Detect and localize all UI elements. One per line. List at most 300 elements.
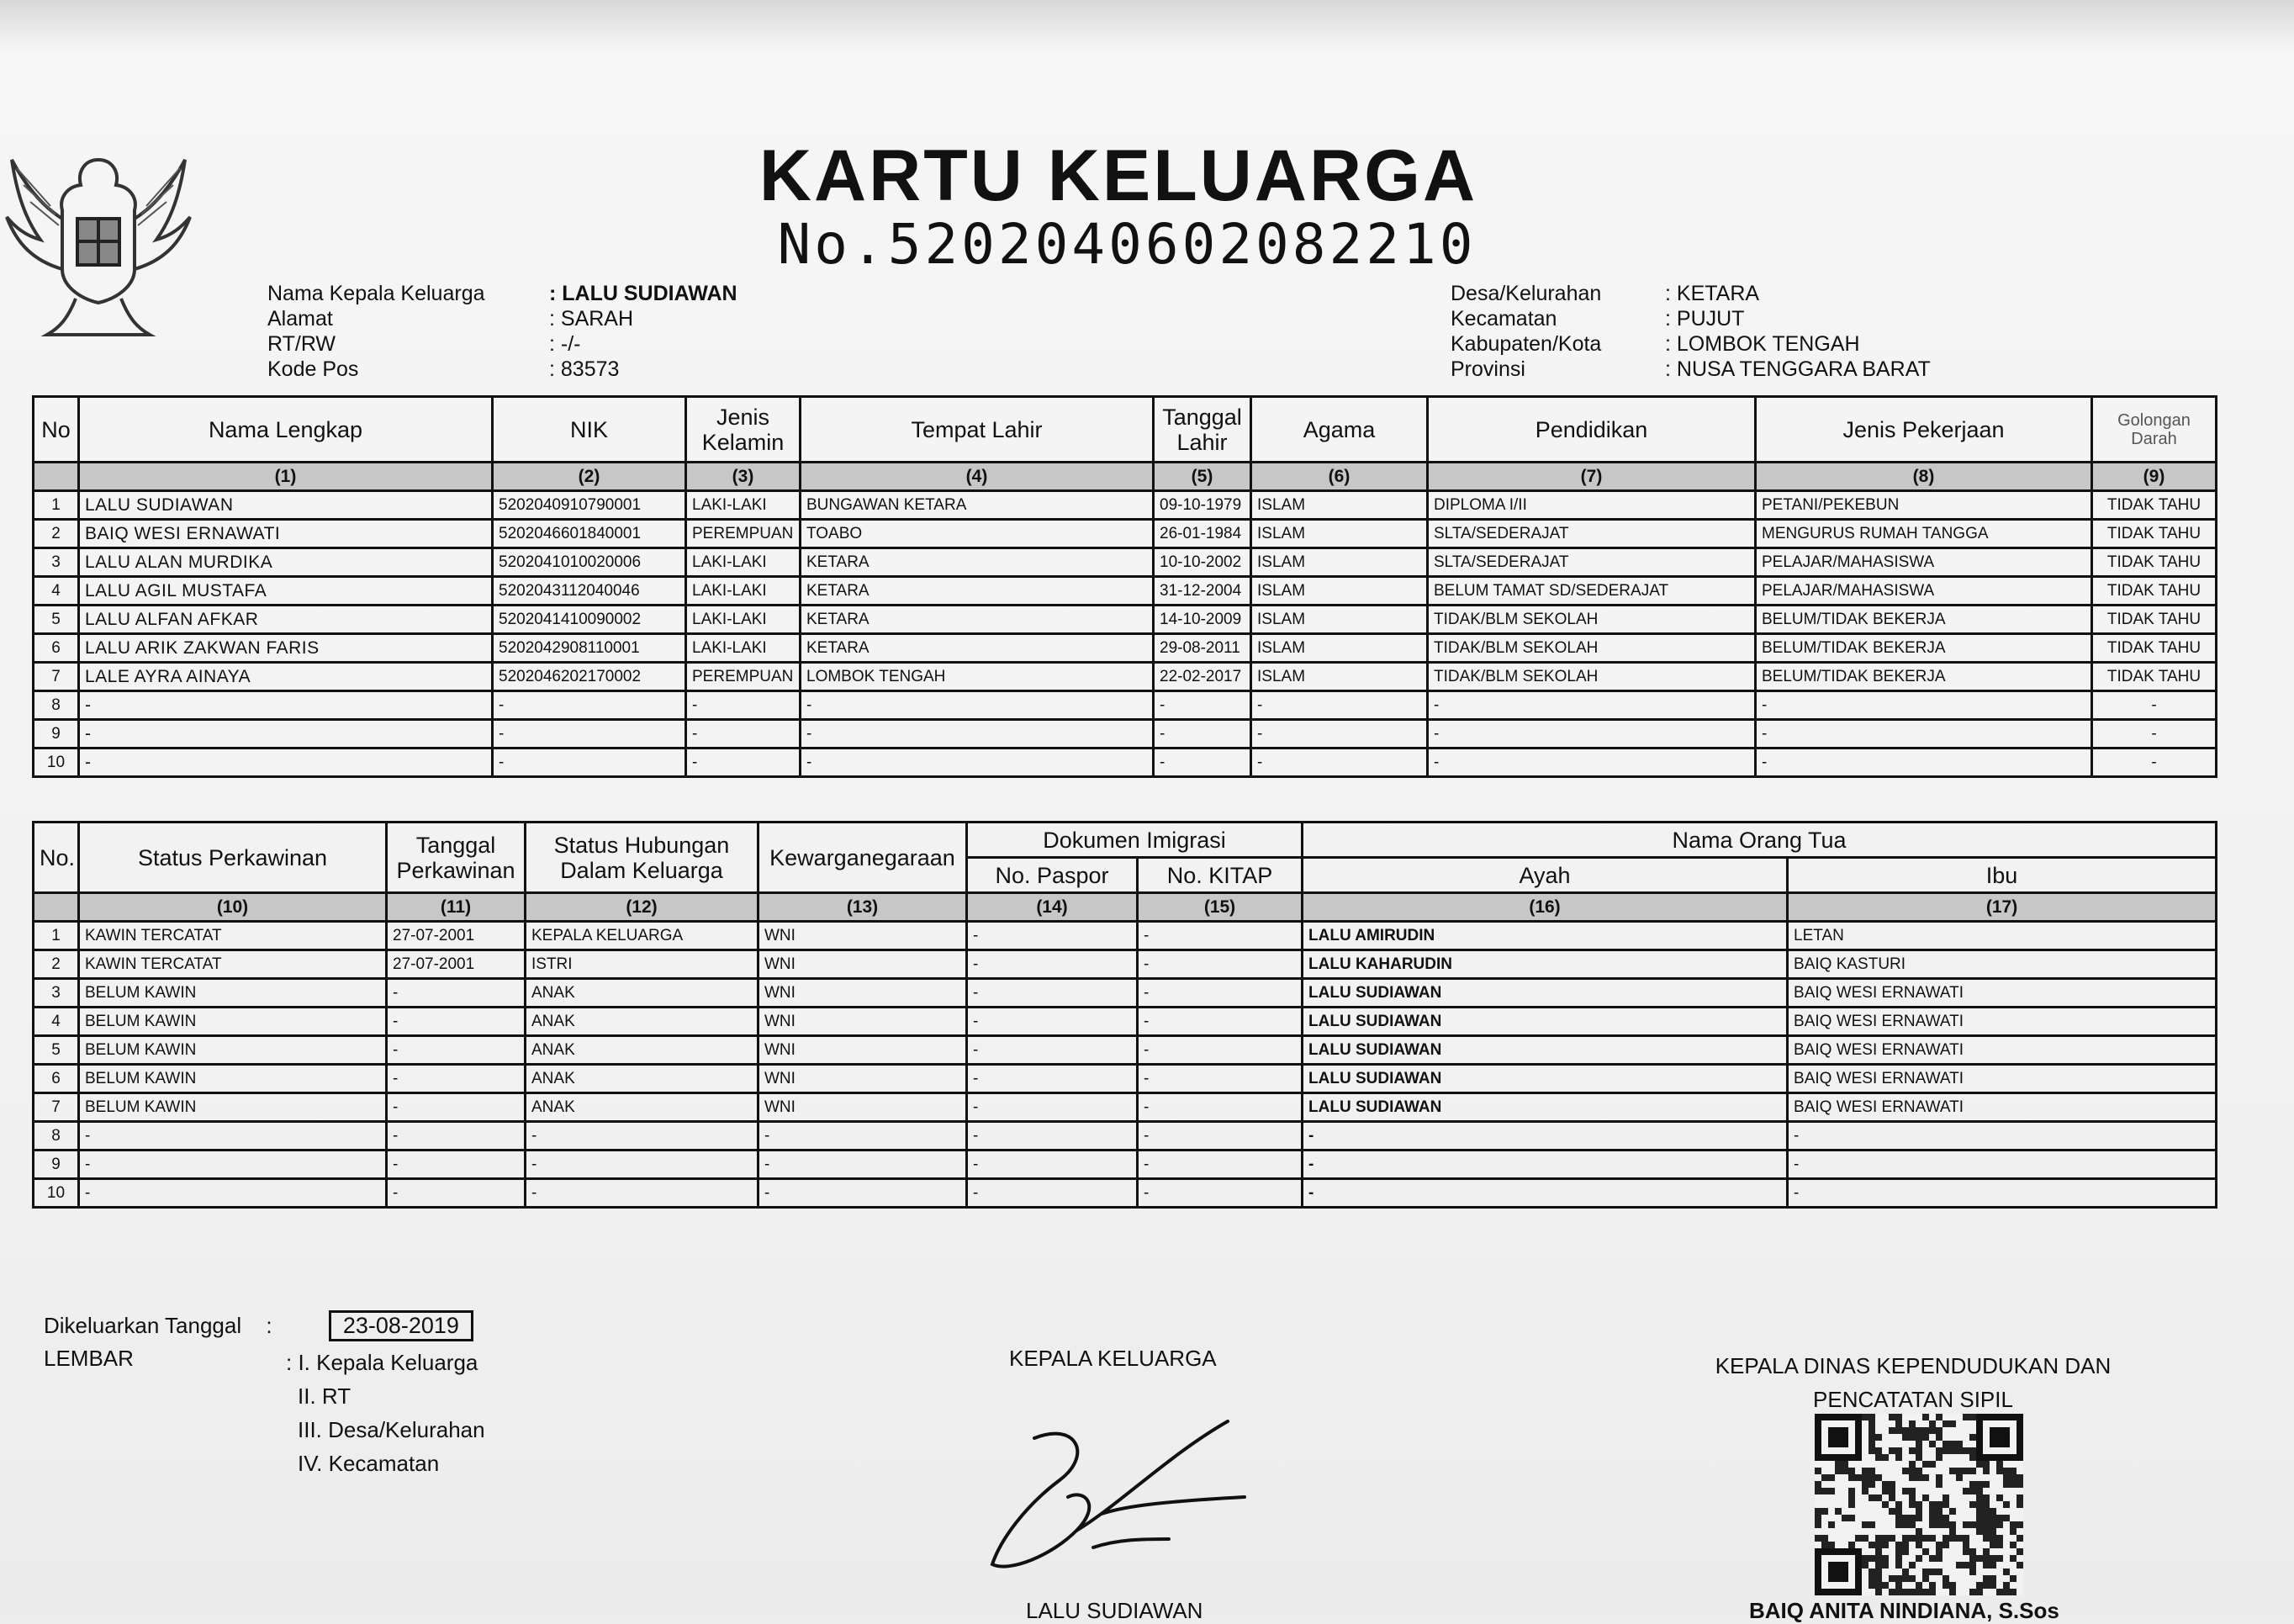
table-cell: WNI xyxy=(758,950,967,979)
table-cell: - xyxy=(1428,720,1756,749)
table-cell: - xyxy=(1154,691,1251,720)
column-index: (6) xyxy=(1251,463,1428,491)
column-index: (12) xyxy=(526,893,758,922)
family-members-body xyxy=(34,463,2217,777)
column-header: No. xyxy=(34,823,79,893)
column-header: Jenis Pekerjaan xyxy=(1756,397,2092,463)
table-cell: - xyxy=(1788,1151,2217,1179)
table-cell: - xyxy=(967,1122,1138,1151)
table-cell: - xyxy=(758,1122,967,1151)
table-cell: - xyxy=(79,1122,387,1151)
table-cell: 5202041010020006 xyxy=(493,548,686,577)
column-header: Nama Lengkap xyxy=(79,397,493,463)
table-cell: BAIQ WESI ERNAWATI xyxy=(1788,1093,2217,1122)
table-cell: LALU SUDIAWAN xyxy=(1303,1065,1788,1093)
table-cell: - xyxy=(1251,691,1428,720)
column-index: (16) xyxy=(1303,893,1788,922)
table-cell: SLTA/SEDERAJAT xyxy=(1428,548,1756,577)
table-cell: - xyxy=(1138,922,1303,950)
table-cell: 8 xyxy=(34,1122,79,1151)
table-cell: BAIQ WESI ERNAWATI xyxy=(1788,1065,2217,1093)
table-cell: ISLAM xyxy=(1251,491,1428,520)
table-cell: - xyxy=(801,691,1154,720)
header-row xyxy=(1451,281,1931,306)
table-cell: - xyxy=(1138,1008,1303,1036)
table-cell: ISLAM xyxy=(1251,663,1428,691)
column-header: Tempat Lahir xyxy=(801,397,1154,463)
table-cell: 5202043112040046 xyxy=(493,577,686,606)
table-row xyxy=(34,979,2217,1008)
table-cell: 27-07-2001 xyxy=(387,922,526,950)
table-cell: LAKI-LAKI xyxy=(686,634,801,663)
table-row xyxy=(34,720,2217,749)
column-header: Golongan Darah xyxy=(2092,397,2217,463)
table-cell: - xyxy=(1303,1122,1788,1151)
table-cell: WNI xyxy=(758,922,967,950)
table-cell: - xyxy=(1138,1122,1303,1151)
table-cell: - xyxy=(1154,749,1251,777)
table-cell: - xyxy=(526,1151,758,1179)
kepala-keluarga-name: LALU SUDIAWAN xyxy=(1026,1598,1203,1623)
table-cell: - xyxy=(387,1008,526,1036)
table-cell: PELAJAR/MAHASISWA xyxy=(1756,577,2092,606)
column-header: Kewarganegaraan xyxy=(758,823,967,893)
table-cell: - xyxy=(1138,1179,1303,1208)
table-cell: WNI xyxy=(758,1008,967,1036)
table-cell: LALU ALFAN AFKAR xyxy=(79,606,493,634)
table-cell: LALE AYRA AINAYA xyxy=(79,663,493,691)
column-index: (13) xyxy=(758,893,967,922)
header-row xyxy=(1451,306,1931,331)
table-cell: BUNGAWAN KETARA xyxy=(801,491,1154,520)
table-row xyxy=(34,606,2217,634)
table-cell: KETARA xyxy=(801,577,1154,606)
field-value: : SARAH xyxy=(549,307,634,331)
column-index xyxy=(34,463,79,491)
table-cell: BELUM KAWIN xyxy=(79,1093,387,1122)
table-cell: PETANI/PEKEBUN xyxy=(1756,491,2092,520)
table-cell: - xyxy=(1788,1122,2217,1151)
header-row xyxy=(1451,357,1931,382)
table-row xyxy=(34,1151,2217,1179)
table-cell: 26-01-1984 xyxy=(1154,520,1251,548)
table-cell: - xyxy=(387,1093,526,1122)
table-cell: WNI xyxy=(758,1065,967,1093)
table-cell: ISLAM xyxy=(1251,634,1428,663)
column-index: (1) xyxy=(79,463,493,491)
table-cell: - xyxy=(1154,720,1251,749)
table-cell: BAIQ KASTURI xyxy=(1788,950,2217,979)
table-cell: - xyxy=(1138,1093,1303,1122)
table-cell: - xyxy=(967,979,1138,1008)
table-cell: ISTRI xyxy=(526,950,758,979)
column-header: No. Paspor xyxy=(967,858,1138,893)
column-header: Jenis Kelamin xyxy=(686,397,801,463)
table-cell: 5202046202170002 xyxy=(493,663,686,691)
table-cell: TOABO xyxy=(801,520,1154,548)
table-cell: - xyxy=(387,979,526,1008)
table-cell: BELUM/TIDAK BEKERJA xyxy=(1756,663,2092,691)
table-cell: TIDAK/BLM SEKOLAH xyxy=(1428,606,1756,634)
table-cell: ANAK xyxy=(526,1008,758,1036)
table-cell: TIDAK/BLM SEKOLAH xyxy=(1428,634,1756,663)
table-cell: 31-12-2004 xyxy=(1154,577,1251,606)
table-cell: ISLAM xyxy=(1251,606,1428,634)
table-row xyxy=(34,749,2217,777)
table-row xyxy=(34,663,2217,691)
table-cell: BAIQ WESI ERNAWATI xyxy=(1788,1008,2217,1036)
table-cell: - xyxy=(1303,1151,1788,1179)
column-header: No xyxy=(34,397,79,463)
table-cell: SLTA/SEDERAJAT xyxy=(1428,520,1756,548)
table-cell: 5202040910790001 xyxy=(493,491,686,520)
table-cell: - xyxy=(1138,1036,1303,1065)
header-left xyxy=(267,281,737,382)
table-cell: 7 xyxy=(34,663,79,691)
table-row xyxy=(34,1008,2217,1036)
table-cell: ANAK xyxy=(526,1093,758,1122)
table-cell: BELUM KAWIN xyxy=(79,1036,387,1065)
table-cell: ANAK xyxy=(526,979,758,1008)
table-cell: PEREMPUAN xyxy=(686,663,801,691)
column-index: (14) xyxy=(967,893,1138,922)
table-cell: 10-10-2002 xyxy=(1154,548,1251,577)
column-index: (4) xyxy=(801,463,1154,491)
table-cell: 2 xyxy=(34,950,79,979)
column-header: Tanggal Perkawinan xyxy=(387,823,526,893)
table-cell: - xyxy=(526,1122,758,1151)
column-index: (7) xyxy=(1428,463,1756,491)
table-cell: 5202046601840001 xyxy=(493,520,686,548)
table-cell: BELUM/TIDAK BEKERJA xyxy=(1756,606,2092,634)
table-cell: 9 xyxy=(34,720,79,749)
table-cell: WNI xyxy=(758,1093,967,1122)
kepala-keluarga-label: KEPALA KELUARGA xyxy=(1009,1346,1217,1371)
column-index: (5) xyxy=(1154,463,1251,491)
qr-code-icon xyxy=(1815,1413,2023,1596)
table-row xyxy=(34,1179,2217,1208)
table-cell: - xyxy=(493,749,686,777)
header-right xyxy=(1451,281,1931,382)
dinas-title xyxy=(1682,1349,2144,1416)
table-cell: 22-02-2017 xyxy=(1154,663,1251,691)
table-cell: 2 xyxy=(34,520,79,548)
table-row xyxy=(34,634,2217,663)
table-cell: 5 xyxy=(34,1036,79,1065)
field-value: : NUSA TENGGARA BARAT xyxy=(1665,357,1931,381)
column-header: NIK xyxy=(493,397,686,463)
table-cell: TIDAK TAHU xyxy=(2092,520,2217,548)
field-label: Kecamatan xyxy=(1451,307,1557,331)
field-label: Nama Kepala Keluarga xyxy=(267,282,485,305)
table-cell: BAIQ WESI ERNAWATI xyxy=(1788,979,2217,1008)
table-cell: KETARA xyxy=(801,548,1154,577)
table-cell: BELUM TAMAT SD/SEDERAJAT xyxy=(1428,577,1756,606)
table-cell: BELUM KAWIN xyxy=(79,1065,387,1093)
lembar-item: : I. Kepala Keluarga xyxy=(286,1350,478,1375)
table-cell: BAIQ WESI ERNAWATI xyxy=(79,520,493,548)
table-cell: - xyxy=(1756,749,2092,777)
column-index: (3) xyxy=(686,463,801,491)
table-cell: DIPLOMA I/II xyxy=(1428,491,1756,520)
table-cell: - xyxy=(686,691,801,720)
table-cell: - xyxy=(1138,979,1303,1008)
table-cell: KAWIN TERCATAT xyxy=(79,950,387,979)
table-cell: TIDAK TAHU xyxy=(2092,548,2217,577)
table-cell: LOMBOK TENGAH xyxy=(801,663,1154,691)
table-cell: - xyxy=(1756,691,2092,720)
table-cell: 09-10-1979 xyxy=(1154,491,1251,520)
table-cell: - xyxy=(79,1151,387,1179)
column-index: (9) xyxy=(2092,463,2217,491)
table-cell: - xyxy=(1138,950,1303,979)
table-cell: - xyxy=(801,720,1154,749)
table-cell: LALU ALAN MURDIKA xyxy=(79,548,493,577)
table-header-row xyxy=(34,823,2217,858)
column-index: (15) xyxy=(1138,893,1303,922)
family-status-body xyxy=(34,893,2217,1208)
table-cell: LAKI-LAKI xyxy=(686,606,801,634)
table-cell: - xyxy=(1138,1065,1303,1093)
header-row xyxy=(267,357,737,382)
column-index: (8) xyxy=(1756,463,2092,491)
table-row xyxy=(34,1065,2217,1093)
header-row xyxy=(267,281,737,306)
family-members-table xyxy=(32,395,2217,778)
table-cell: ISLAM xyxy=(1251,520,1428,548)
table-cell: ANAK xyxy=(526,1065,758,1093)
table-row xyxy=(34,491,2217,520)
table-cell: - xyxy=(79,720,493,749)
signature-icon xyxy=(975,1413,1253,1581)
lembar-item: III. Desa/Kelurahan xyxy=(298,1417,485,1442)
family-card-number: No.5202040602082210 xyxy=(777,212,1477,277)
table-cell: TIDAK TAHU xyxy=(2092,491,2217,520)
table-cell: 10 xyxy=(34,749,79,777)
table-cell: 6 xyxy=(34,1065,79,1093)
table-cell: TIDAK TAHU xyxy=(2092,606,2217,634)
lembar-label: LEMBAR xyxy=(44,1346,134,1371)
table-cell: 9 xyxy=(34,1151,79,1179)
column-header: No. KITAP xyxy=(1138,858,1303,893)
column-header: Tanggal Lahir xyxy=(1154,397,1251,463)
table-cell: - xyxy=(967,1151,1138,1179)
field-value: : LALU SUDIAWAN xyxy=(549,282,737,305)
dinas-title-line: PENCATATAN SIPIL xyxy=(1813,1387,2013,1412)
table-cell: - xyxy=(967,1065,1138,1093)
table-cell: 7 xyxy=(34,1093,79,1122)
table-cell: 5202042908110001 xyxy=(493,634,686,663)
table-cell: - xyxy=(79,749,493,777)
table-cell: - xyxy=(387,1036,526,1065)
issued-date-separator: : xyxy=(266,1313,272,1338)
table-cell: - xyxy=(1138,1151,1303,1179)
table-cell: TIDAK TAHU xyxy=(2092,634,2217,663)
issued-date-label: Dikeluarkan Tanggal xyxy=(44,1313,242,1338)
table-cell: BELUM KAWIN xyxy=(79,979,387,1008)
table-cell: KEPALA KELUARGA xyxy=(526,922,758,950)
table-cell: 8 xyxy=(34,691,79,720)
table-cell: BAIQ WESI ERNAWATI xyxy=(1788,1036,2217,1065)
field-label: Kabupaten/Kota xyxy=(1451,332,1602,356)
table-cell: LETAN xyxy=(1788,922,2217,950)
table-cell: ANAK xyxy=(526,1036,758,1065)
dinas-title-line: KEPALA DINAS KEPENDUDUKAN DAN xyxy=(1715,1353,2112,1378)
field-value: : PUJUT xyxy=(1665,307,1745,331)
field-label: Kode Pos xyxy=(267,357,359,381)
table-cell: 1 xyxy=(34,491,79,520)
table-cell: TIDAK TAHU xyxy=(2092,663,2217,691)
table-cell: - xyxy=(758,1151,967,1179)
column-index: (11) xyxy=(387,893,526,922)
column-header: Status Perkawinan xyxy=(79,823,387,893)
table-cell: - xyxy=(387,1179,526,1208)
table-cell: 4 xyxy=(34,1008,79,1036)
table-cell: - xyxy=(801,749,1154,777)
field-label: RT/RW xyxy=(267,332,336,356)
table-row xyxy=(34,1093,2217,1122)
table-cell: LALU AGIL MUSTAFA xyxy=(79,577,493,606)
header-row xyxy=(1451,331,1931,357)
family-status-table xyxy=(32,821,2217,1209)
dinas-official-name: BAIQ ANITA NINDIANA, S.Sos xyxy=(1749,1598,2059,1623)
table-cell: - xyxy=(967,950,1138,979)
table-cell: LAKI-LAKI xyxy=(686,548,801,577)
table-cell: 14-10-2009 xyxy=(1154,606,1251,634)
table-row xyxy=(34,922,2217,950)
column-header: Ayah xyxy=(1303,858,1788,893)
table-cell: 29-08-2011 xyxy=(1154,634,1251,663)
table-cell: - xyxy=(1251,749,1428,777)
column-index-row xyxy=(34,893,2217,922)
lembar-item: IV. Kecamatan xyxy=(298,1451,440,1476)
table-cell: TIDAK TAHU xyxy=(2092,577,2217,606)
table-cell: 1 xyxy=(34,922,79,950)
table-cell: LALU SUDIAWAN xyxy=(1303,979,1788,1008)
table-cell: 3 xyxy=(34,979,79,1008)
table-cell: KETARA xyxy=(801,634,1154,663)
column-index: (17) xyxy=(1788,893,2217,922)
issued-date-value: 23-08-2019 xyxy=(329,1310,473,1341)
table-cell: 27-07-2001 xyxy=(387,950,526,979)
table-cell: LALU AMIRUDIN xyxy=(1303,922,1788,950)
scan-shadow xyxy=(0,0,2294,50)
table-cell: KAWIN TERCATAT xyxy=(79,922,387,950)
table-cell: LALU SUDIAWAN xyxy=(1303,1008,1788,1036)
table-cell: - xyxy=(967,1008,1138,1036)
table-cell: TIDAK/BLM SEKOLAH xyxy=(1428,663,1756,691)
column-header: Pendidikan xyxy=(1428,397,1756,463)
issued-date-block xyxy=(44,1310,473,1341)
field-value: : KETARA xyxy=(1665,282,1760,305)
field-value: : -/- xyxy=(549,332,581,356)
table-cell: - xyxy=(967,922,1138,950)
table-cell: ISLAM xyxy=(1251,548,1428,577)
table-cell: - xyxy=(1428,691,1756,720)
table-cell: PEREMPUAN xyxy=(686,520,801,548)
table-cell: BELUM KAWIN xyxy=(79,1008,387,1036)
table-cell: - xyxy=(967,1093,1138,1122)
table-cell: 4 xyxy=(34,577,79,606)
column-header: Nama Orang Tua xyxy=(1303,823,2217,858)
table-cell: LALU SUDIAWAN xyxy=(1303,1093,1788,1122)
column-index-row xyxy=(34,463,2217,491)
table-cell: - xyxy=(967,1179,1138,1208)
table-cell: MENGURUS RUMAH TANGGA xyxy=(1756,520,2092,548)
table-cell: LALU SUDIAWAN xyxy=(1303,1036,1788,1065)
table-row xyxy=(34,1036,2217,1065)
table-cell: LALU KAHARUDIN xyxy=(1303,950,1788,979)
column-index xyxy=(34,893,79,922)
table-cell: - xyxy=(526,1179,758,1208)
table-header-row xyxy=(34,397,2217,463)
column-header: Agama xyxy=(1251,397,1428,463)
column-header: Dokumen Imigrasi xyxy=(967,823,1303,858)
table-cell: 3 xyxy=(34,548,79,577)
table-cell: - xyxy=(387,1122,526,1151)
table-cell: - xyxy=(1251,720,1428,749)
table-cell: - xyxy=(758,1179,967,1208)
column-index: (10) xyxy=(79,893,387,922)
column-header: Ibu xyxy=(1788,858,2217,893)
table-cell: 5202041410090002 xyxy=(493,606,686,634)
table-cell: - xyxy=(1788,1179,2217,1208)
table-row xyxy=(34,1122,2217,1151)
table-cell: 10 xyxy=(34,1179,79,1208)
table-cell: WNI xyxy=(758,979,967,1008)
table-cell: - xyxy=(493,691,686,720)
table-cell: LALU SUDIAWAN xyxy=(79,491,493,520)
table-cell: - xyxy=(493,720,686,749)
table-cell: - xyxy=(1756,720,2092,749)
table-cell: - xyxy=(1303,1179,1788,1208)
table-cell: LALU ARIK ZAKWAN FARIS xyxy=(79,634,493,663)
table-row xyxy=(34,577,2217,606)
table-cell: KETARA xyxy=(801,606,1154,634)
document-title: KARTU KELUARGA xyxy=(758,135,1478,216)
table-cell: 5 xyxy=(34,606,79,634)
field-value: : LOMBOK TENGAH xyxy=(1665,332,1860,356)
column-index: (2) xyxy=(493,463,686,491)
field-label: Desa/Kelurahan xyxy=(1451,282,1602,305)
table-cell: PELAJAR/MAHASISWA xyxy=(1756,548,2092,577)
table-cell: - xyxy=(2092,720,2217,749)
table-cell: 6 xyxy=(34,634,79,663)
table-row xyxy=(34,548,2217,577)
field-label: Provinsi xyxy=(1451,357,1525,381)
table-cell: - xyxy=(387,1065,526,1093)
header-row xyxy=(267,306,737,331)
table-cell: - xyxy=(79,1179,387,1208)
table-cell: LAKI-LAKI xyxy=(686,577,801,606)
table-cell: BELUM/TIDAK BEKERJA xyxy=(1756,634,2092,663)
table-row xyxy=(34,520,2217,548)
table-cell: - xyxy=(2092,749,2217,777)
field-label: Alamat xyxy=(267,307,333,331)
field-value: : 83573 xyxy=(549,357,620,381)
table-cell: - xyxy=(387,1151,526,1179)
table-cell: - xyxy=(967,1036,1138,1065)
header-row xyxy=(267,331,737,357)
table-cell: - xyxy=(686,749,801,777)
table-row xyxy=(34,691,2217,720)
lembar-item: II. RT xyxy=(298,1383,352,1409)
table-cell: ISLAM xyxy=(1251,577,1428,606)
table-cell: - xyxy=(79,691,493,720)
table-cell: - xyxy=(2092,691,2217,720)
table-cell: - xyxy=(686,720,801,749)
table-cell: - xyxy=(1428,749,1756,777)
